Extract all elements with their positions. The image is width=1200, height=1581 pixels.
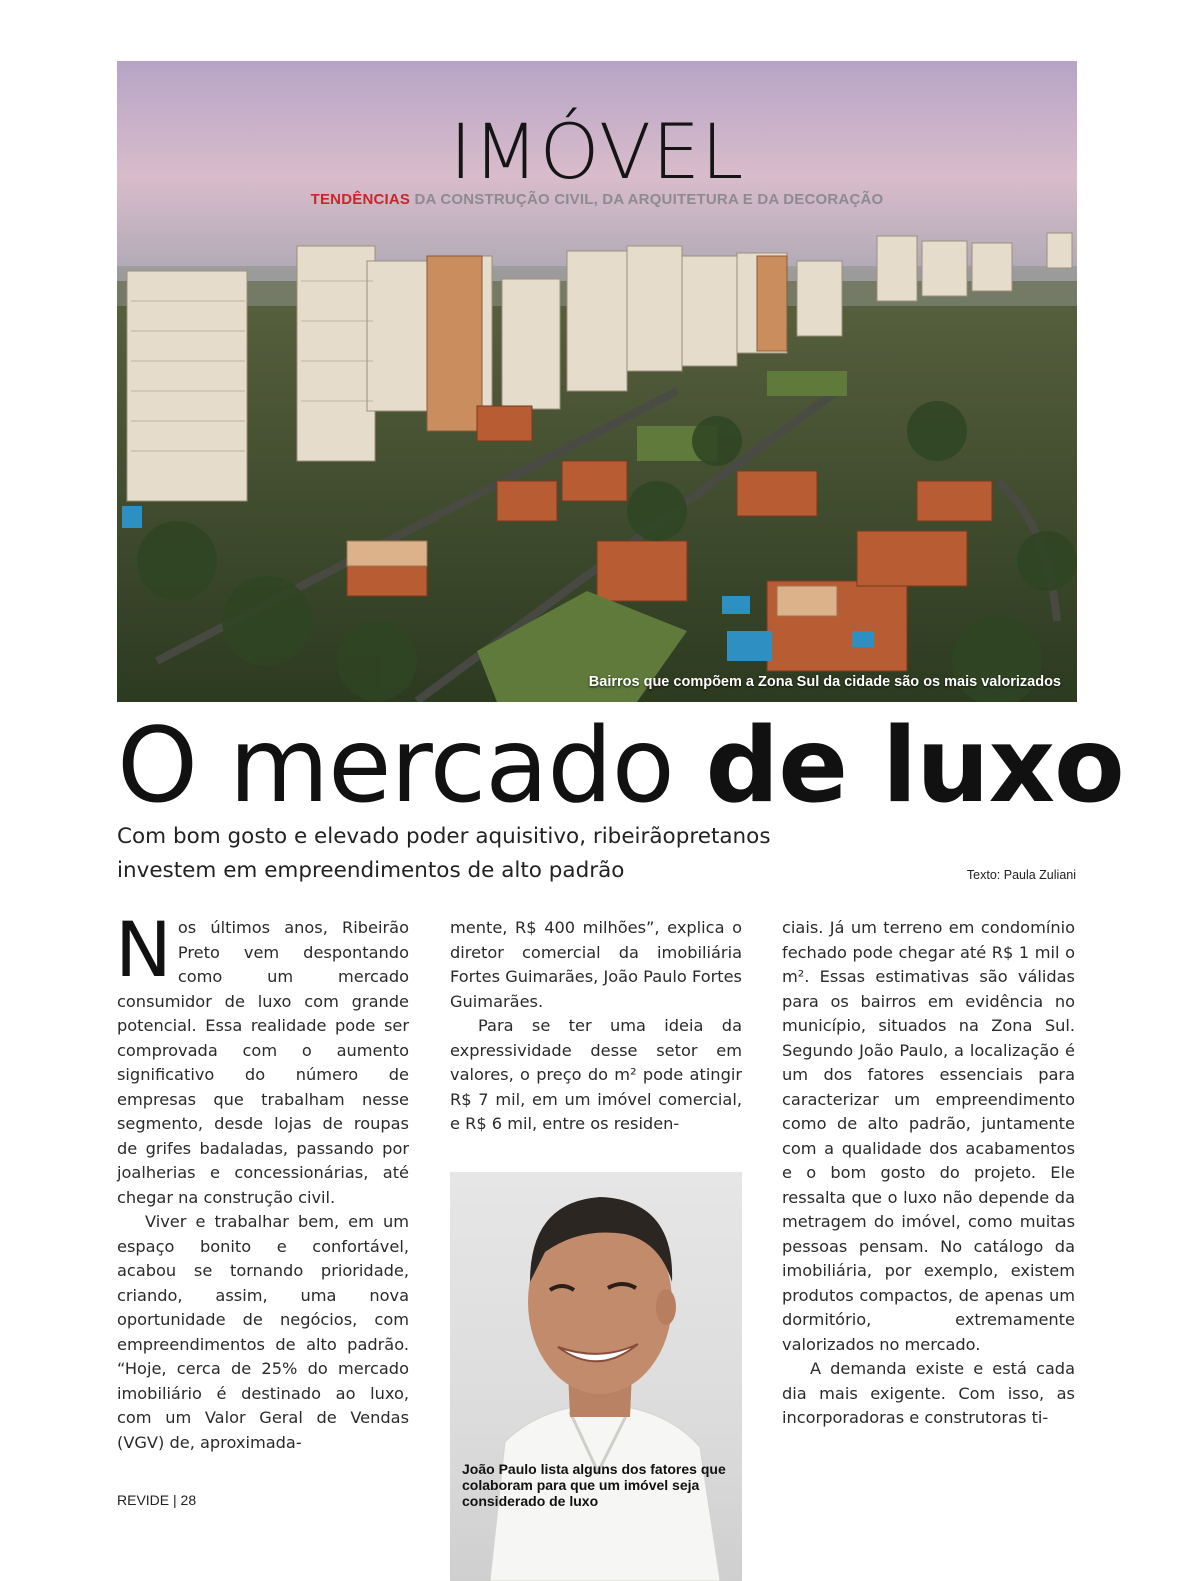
paragraph: Viver e trabalhar bem, em um espaço bonito e confortável, acabou se tornando prioridade, criando, assim, uma nova oportunidade de negócios, com empreendimentos de alto padrão. “Hoje, cerca de 25% do mercado imobiliário é destinado ao luxo, com um Valor Geral de Vendas (VGV) de, aproximada- [117, 1212, 409, 1452]
headline-light: O mercado [117, 706, 706, 826]
paragraph [115, 905, 409, 1210]
paragraph: Para se ter uma ideia da expressividade desse setor em valores, o preço do m² pode atingir R$ 7 mil, em um imóvel comercial, e R$ 6 mil, entre os residen- [450, 1016, 742, 1133]
hero-photo [117, 61, 1077, 702]
paragraph: mente, R$ 400 milhões”, explica o diretor comercial da imobiliária Fortes Guimarães, João Paulo Fortes Guimarães. [450, 918, 742, 1011]
article-column-1 [115, 905, 409, 1455]
drop-cap: N [115, 905, 172, 994]
paragraph-text: os últimos anos, Ribeirão Preto vem despontando como um mercado consumidor de luxo com grande potencial. Essa realidade pode ser comprovada com o aumento significativo do número de empresas que trabalham nesse segmento, desde lojas de roupas de grifes badaladas, passando por joalherias e concessionárias, até chegar na construção civil. [117, 918, 409, 1207]
article-column-3 [782, 916, 1075, 1431]
portrait-caption: João Paulo lista alguns dos fatores que colaboram para que um imóvel seja considerado de luxo [462, 1461, 726, 1509]
article-column-2 [450, 916, 742, 1137]
article-subtitle: Com bom gosto e elevado poder aquisitivo, ribeirãopretanos investem em empreendimentos de alto padrão [117, 824, 771, 883]
paragraph: ciais. Já um terreno em condomínio fechado pode chegar até R$ 1 mil o m². Essas estimativas são válidas para os bairros em evidência no município, situados na Zona Sul. Segundo João Paulo, a localização é um dos fatores essenciais para caracterizar um empreendimento como de alto padrão, juntamente com a qualidade dos acabamentos e o bom gosto do projeto. Ele ressalta que o luxo não depende da metragem do imóvel, como muitas pessoas pensam. No catálogo da imobiliária, por exemplo, existem produtos compactos, de apenas um dormitório, extremamente valorizados no mercado. [782, 918, 1075, 1354]
tagline-accent: TENDÊNCIAS [310, 191, 411, 208]
section-tagline [117, 191, 1077, 208]
headline-bold: de luxo [705, 706, 1124, 826]
article-headline [117, 706, 1124, 826]
portrait-photo [450, 1172, 742, 1581]
section-title: IMÓVEL [449, 107, 745, 196]
author-credit: Texto: Paula Zuliani [966, 868, 1076, 882]
page-folio: REVIDE | 28 [117, 1492, 197, 1508]
paragraph: A demanda existe e está cada dia mais exigente. Com isso, as incorporadoras e construtoras ti- [782, 1359, 1075, 1427]
hero-caption: Bairros que compõem a Zona Sul da cidade são os mais valorizados [588, 674, 1061, 690]
tagline-rest: DA CONSTRUÇÃO CIVIL, DA ARQUITETURA E DA DECORAÇÃO [410, 191, 884, 208]
portrait-illustration [450, 1172, 742, 1581]
